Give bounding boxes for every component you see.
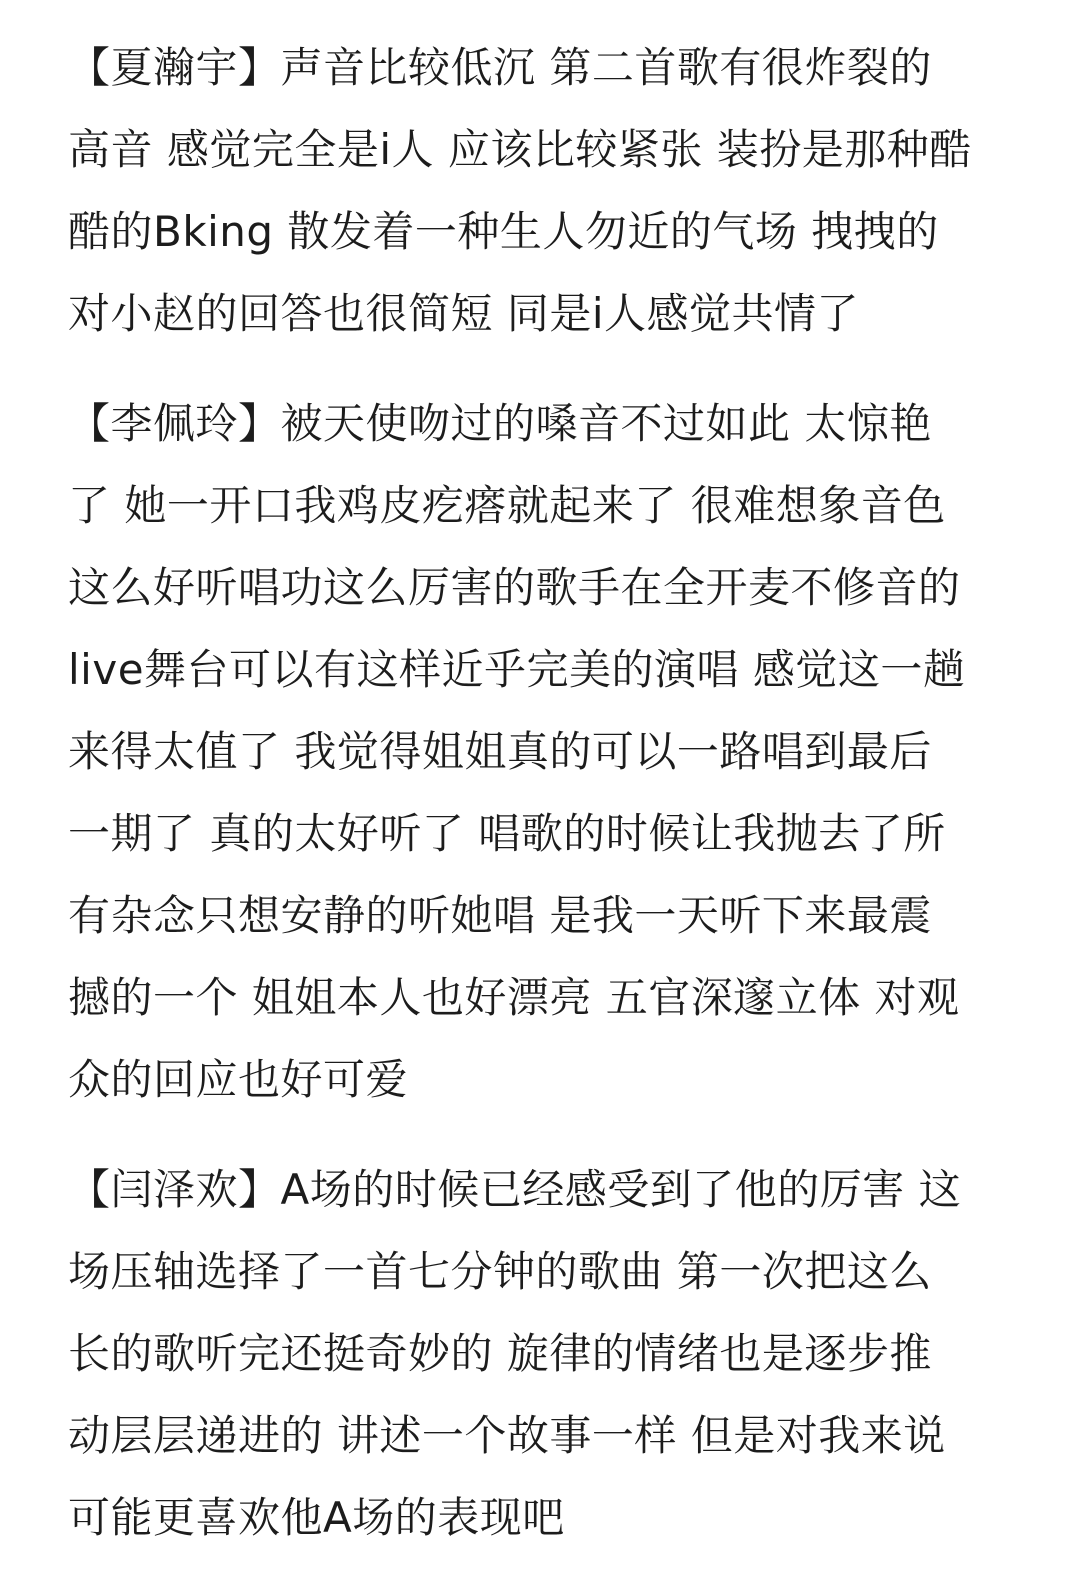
- paragraph-2-line-5: 来得太值了 我觉得姐姐真的可以一路唱到最后: [68, 727, 932, 776]
- paragraph-1-line-4: 对小赵的回答也很简短 同是i人感觉共情了: [68, 289, 860, 338]
- paragraph-2-line-9: 众的回应也好可爱: [68, 1055, 409, 1104]
- paragraph-2-line-6: 一期了 真的太好听了 唱歌的时候让我抛去了所: [68, 809, 946, 858]
- paragraph-2-line-3: 这么好听唱功这么厉害的歌手在全开麦不修音的: [68, 563, 961, 612]
- paragraph-2-line-2: 了 她一开口我鸡皮疙瘩就起来了 很难想象音色: [68, 481, 946, 530]
- paragraph-3-line-4: 动层层递进的 讲述一个故事一样 但是对我来说: [68, 1411, 946, 1460]
- paragraph-1-line-1: 【夏瀚宇】声音比较低沉 第二首歌有很炸裂的: [68, 43, 932, 92]
- paragraph-2-line-1: 【李佩玲】被天使吻过的嗓音不过如此 太惊艳: [68, 399, 932, 448]
- paragraph-1-line-2: 高音 感觉完全是i人 应该比较紧张 装扮是那种酷: [68, 125, 972, 174]
- paragraph-2-line-7: 有杂念只想安静的听她唱 是我一天听下来最震: [68, 891, 932, 940]
- paragraph-3-line-2: 场压轴选择了一首七分钟的歌曲 第一次把这么: [68, 1247, 932, 1296]
- paragraph-2-line-4: live舞台可以有这样近乎完美的演唱 感觉这一趟: [68, 645, 966, 694]
- paragraph-1-line-3: 酷的Bking 散发着一种生人勿近的气场 拽拽的: [68, 207, 939, 256]
- paragraph-3-line-1: 【闫泽欢】A场的时候已经感受到了他的厉害 这: [68, 1165, 962, 1214]
- paragraph-3-line-3: 长的歌听完还挺奇妙的 旋律的情绪也是逐步推: [68, 1329, 932, 1378]
- paragraph-2-line-8: 撼的一个 姐姐本人也好漂亮 五官深邃立体 对观: [68, 973, 960, 1022]
- paragraph-3-line-5: 可能更喜欢他A场的表现吧: [68, 1493, 565, 1542]
